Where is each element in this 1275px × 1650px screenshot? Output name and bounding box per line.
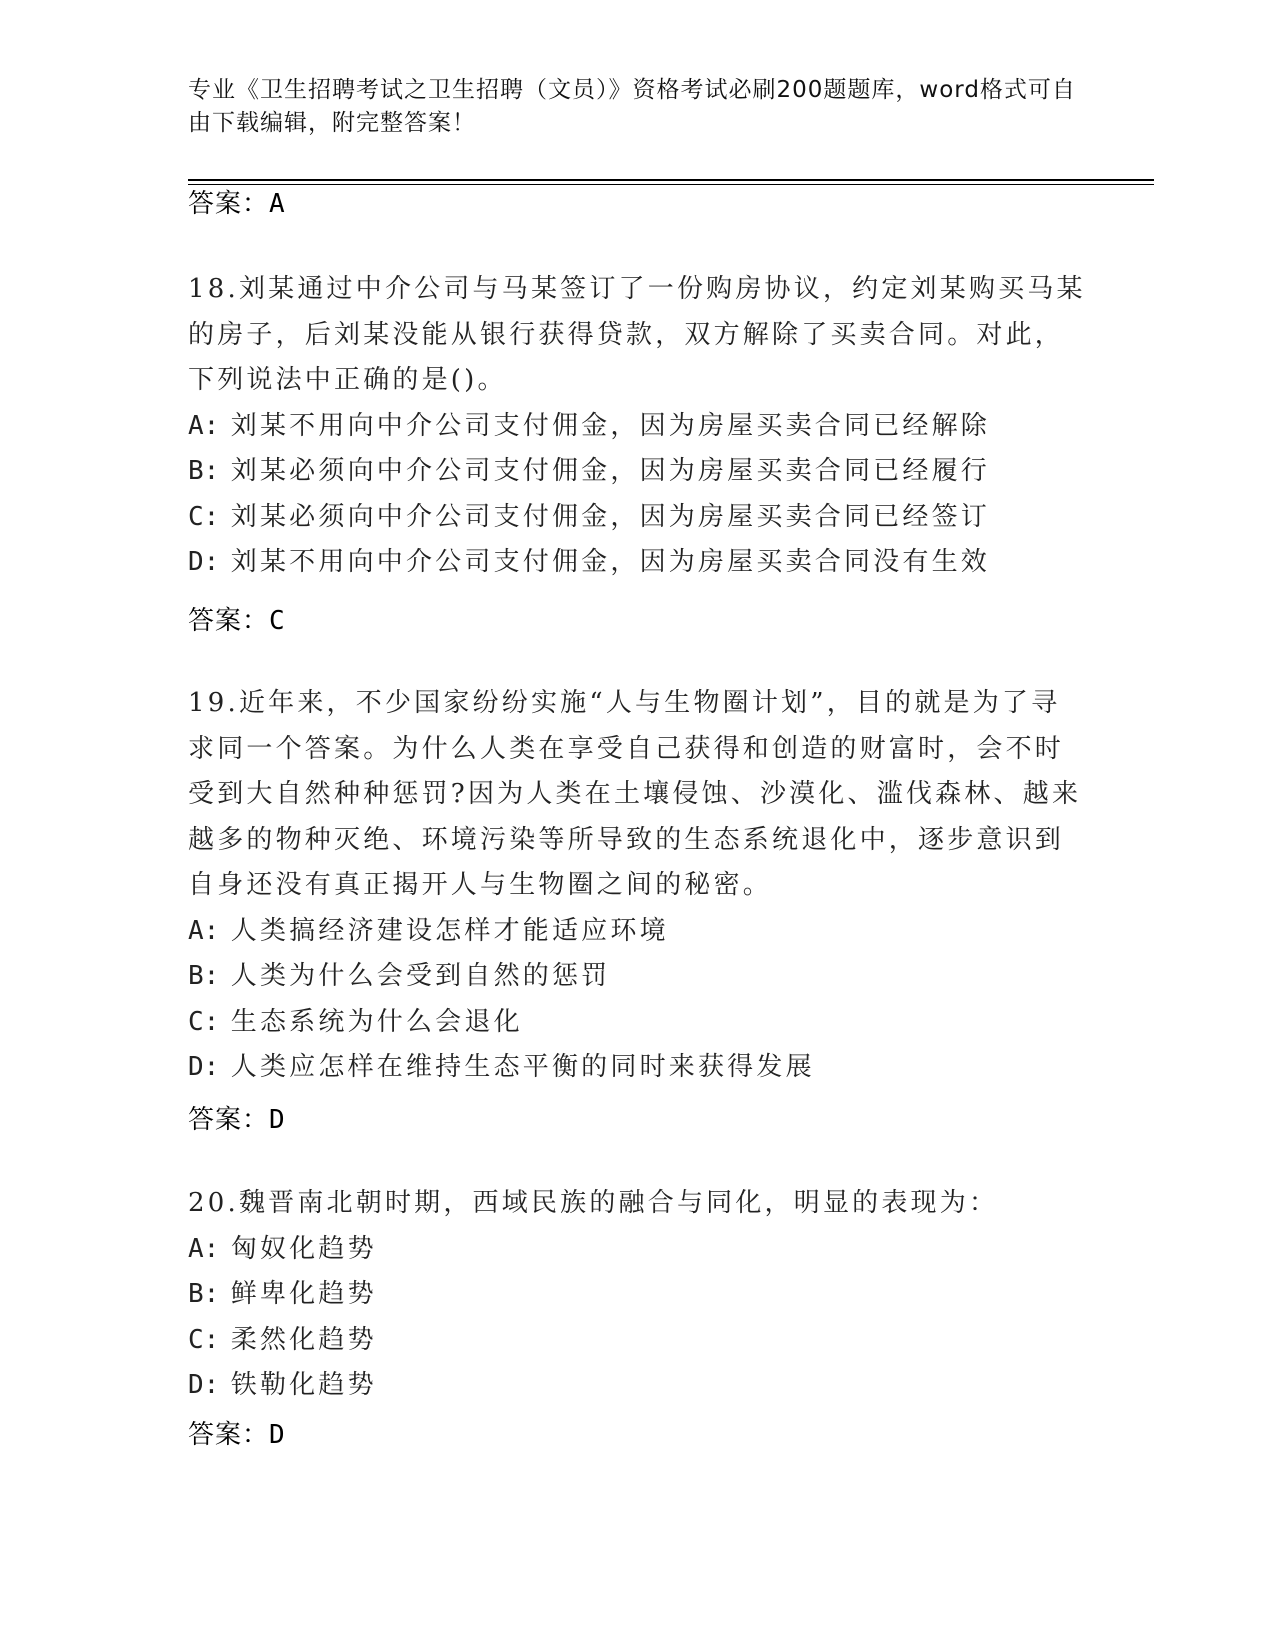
- option-text: 刘某必须向中介公司支付佣金，因为房屋买卖合同已经签订: [230, 501, 990, 532]
- option-letter: B:: [188, 1279, 220, 1309]
- option-text: 人类搞经济建设怎样才能适应环境: [230, 915, 669, 946]
- option-a: [188, 909, 1088, 955]
- option-text: 匈奴化趋势: [230, 1233, 377, 1264]
- option-letter: C:: [188, 501, 220, 532]
- option-text: 刘某不用向中介公司支付佣金，因为房屋买卖合同没有生效: [230, 547, 990, 577]
- option-letter: A:: [188, 1233, 220, 1264]
- question-18: [188, 267, 1088, 586]
- option-text: 刘某必须向中介公司支付佣金，因为房屋买卖合同已经履行: [230, 456, 990, 486]
- option-text: 铁勒化趋势: [230, 1370, 377, 1400]
- answer-label: 答案：: [188, 1420, 270, 1450]
- answer-value: D: [269, 1420, 286, 1450]
- question-stem: 18.刘某通过中介公司与马某签订了一份购房协议，约定刘某购买马某的房子，后刘某没能从银行获得贷款，双方解除了买卖合同。对此，下列说法中正确的是()。: [188, 274, 1086, 395]
- option-letter: B:: [188, 456, 220, 486]
- option-a: [188, 404, 1088, 450]
- option-letter: D:: [188, 547, 220, 577]
- question-20: [188, 1181, 1088, 1409]
- option-c: [188, 1000, 1088, 1046]
- option-d: [188, 1363, 1088, 1409]
- option-letter: D:: [188, 1370, 220, 1400]
- option-letter: B:: [188, 961, 220, 991]
- option-text: 生态系统为什么会退化: [230, 1006, 523, 1037]
- answer-label: 答案：: [188, 1105, 270, 1135]
- question-stem: 19.近年来，不少国家纷纷实施“人与生物圈计划”，目的就是为了寻求同一个答案。为什么人类在享受自己获得和创造的财富时，会不时受到大自然种种惩罚?因为人类在土壤侵蚀、沙漠化、滥伐森林、越来越多的物种灭绝、环境污染等所导致的生态系统退化中，逐步意识到自身还没有真正揭开人与生物圈之间的秘密。: [188, 688, 1082, 900]
- answer-line-19: [188, 1103, 286, 1137]
- header-divider-thin: [188, 184, 1154, 185]
- option-letter: C:: [188, 1006, 220, 1037]
- document-header: [188, 74, 1088, 140]
- option-b: [188, 449, 1088, 495]
- option-text: 刘某不用向中介公司支付佣金，因为房屋买卖合同已经解除: [230, 410, 990, 441]
- answer-value: C: [269, 606, 286, 636]
- option-a: [188, 1227, 1088, 1273]
- option-b: [188, 954, 1088, 1000]
- answer-value: D: [269, 1105, 286, 1135]
- answer-line-18: [188, 604, 286, 638]
- option-d: [188, 540, 1088, 586]
- option-c: [188, 495, 1088, 541]
- answer-label: 答案：: [188, 189, 270, 219]
- answer-value: A: [269, 189, 286, 219]
- option-text: 柔然化趋势: [230, 1324, 377, 1355]
- option-text: 鲜卑化趋势: [230, 1279, 377, 1309]
- option-letter: C:: [188, 1324, 220, 1355]
- answer-line-17: [188, 187, 286, 221]
- question-19: [188, 681, 1088, 1091]
- option-d: [188, 1045, 1088, 1091]
- header-divider: [188, 179, 1154, 181]
- option-text: 人类应怎样在维持生态平衡的同时来获得发展: [230, 1052, 815, 1082]
- question-stem: 20.魏晋南北朝时期，西域民族的融合与同化，明显的表现为：: [188, 1188, 999, 1218]
- answer-label: 答案：: [188, 606, 270, 636]
- option-c: [188, 1318, 1088, 1364]
- option-letter: D:: [188, 1052, 220, 1082]
- option-letter: A:: [188, 410, 220, 441]
- header-text: 专业《卫生招聘考试之卫生招聘（文员）》资格考试必刷200题题库，word格式可自由下载编辑，附完整答案！: [188, 77, 1076, 136]
- option-b: [188, 1272, 1088, 1318]
- option-text: 人类为什么会受到自然的惩罚: [230, 961, 611, 991]
- answer-line-20: [188, 1418, 286, 1452]
- option-letter: A:: [188, 915, 220, 946]
